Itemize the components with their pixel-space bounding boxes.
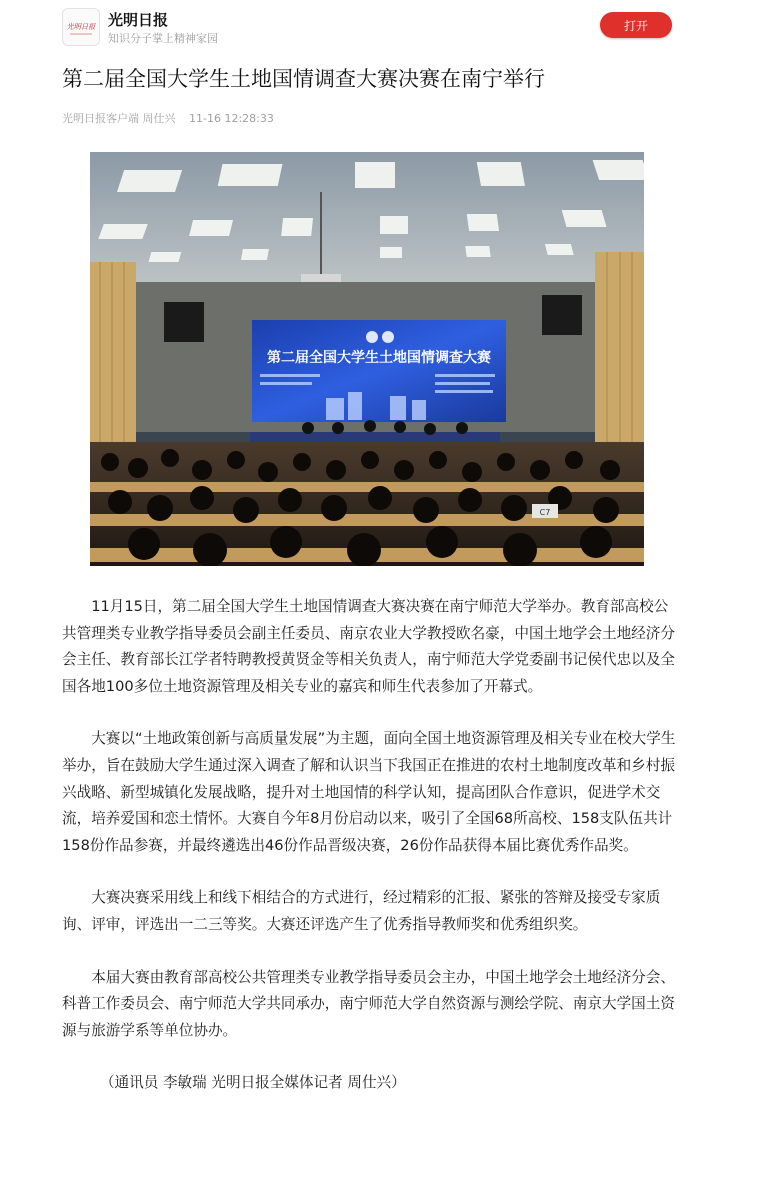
screen-banner-text: 第二届全国大学生土地国情调查大赛 [267, 350, 491, 366]
article-paragraph: 本届大赛由教育部高校公共管理类专业教学指导委员会主办，中国土地学会土地经济分会、科普工作委员会、南宁师范大学共同承办，南宁师范大学自然资源与测绘学院、南京大学国土资源与旅游学系等单位协办。 [62, 968, 675, 1039]
logo-wordmark: 光明日报 [66, 22, 96, 31]
article-paragraph: 大赛以“土地政策创新与高质量发展”为主题，面向全国土地资源管理及相关专业在校大学生举办，旨在鼓励大学生通过深入调查了解和认识当下我国正在推进的农村土地制度改革和乡村振兴战略、新型城镇化发展战略，提升对土地国情的科学认知，提高团队合作意识，促进学术交流，培养爱国和恋土情怀。大赛自今年8月份启动以来，吸引了全国68所高校、158支队伍共计158份作品参赛，并最终遴选出46份作品晋级决赛，26份作品获得本届比赛优秀作品奖。 [62, 730, 676, 854]
brand-slogan: 知识分子掌上精神家园 [108, 32, 218, 45]
article-title: 第二届全国大学生土地国情调查大赛决赛在南宁举行 [62, 67, 545, 91]
conference-hall-photo [90, 152, 644, 566]
article-timestamp: 11-16 12:28:33 [189, 112, 274, 125]
brand-name: 光明日报 [108, 11, 169, 29]
article-credit: （通讯员 李敏瑞 光明日报全媒体记者 周仕兴） [99, 1074, 406, 1092]
open-app-button[interactable]: 打开 [600, 12, 672, 38]
article-paragraph: 大赛决赛采用线上和线下相结合的方式进行，经过精彩的汇报、紧张的答辩及接受专家质询、评审，评选出一二三等奖。大赛还评选产生了优秀指导教师奖和优秀组织奖。 [62, 889, 661, 933]
article-paragraph: 11月15日，第二届全国大学生土地国情调查大赛决赛在南宁师范大学举办。教育部高校公共管理类专业教学指导委员会副主任委员、南京农业大学教授欧名豪，中国土地学会土地经济分会主任、教育部长江学者特聘教授黄贤金等相关负责人，南宁师范大学党委副书记侯代忠以及全国各地100多位土地资源管理及相关专业的嘉宾和师生代表参加了开幕式。 [62, 598, 675, 695]
app-logo[interactable] [62, 8, 100, 46]
guangming-logo-icon [64, 10, 98, 44]
article-body [62, 594, 682, 1123]
article-source: 光明日报客户端 周仕兴 [62, 112, 176, 125]
article-meta [62, 110, 284, 126]
seat-label: C7 [539, 508, 551, 517]
app-download-banner [0, 0, 771, 52]
article-photo[interactable] [90, 152, 644, 566]
